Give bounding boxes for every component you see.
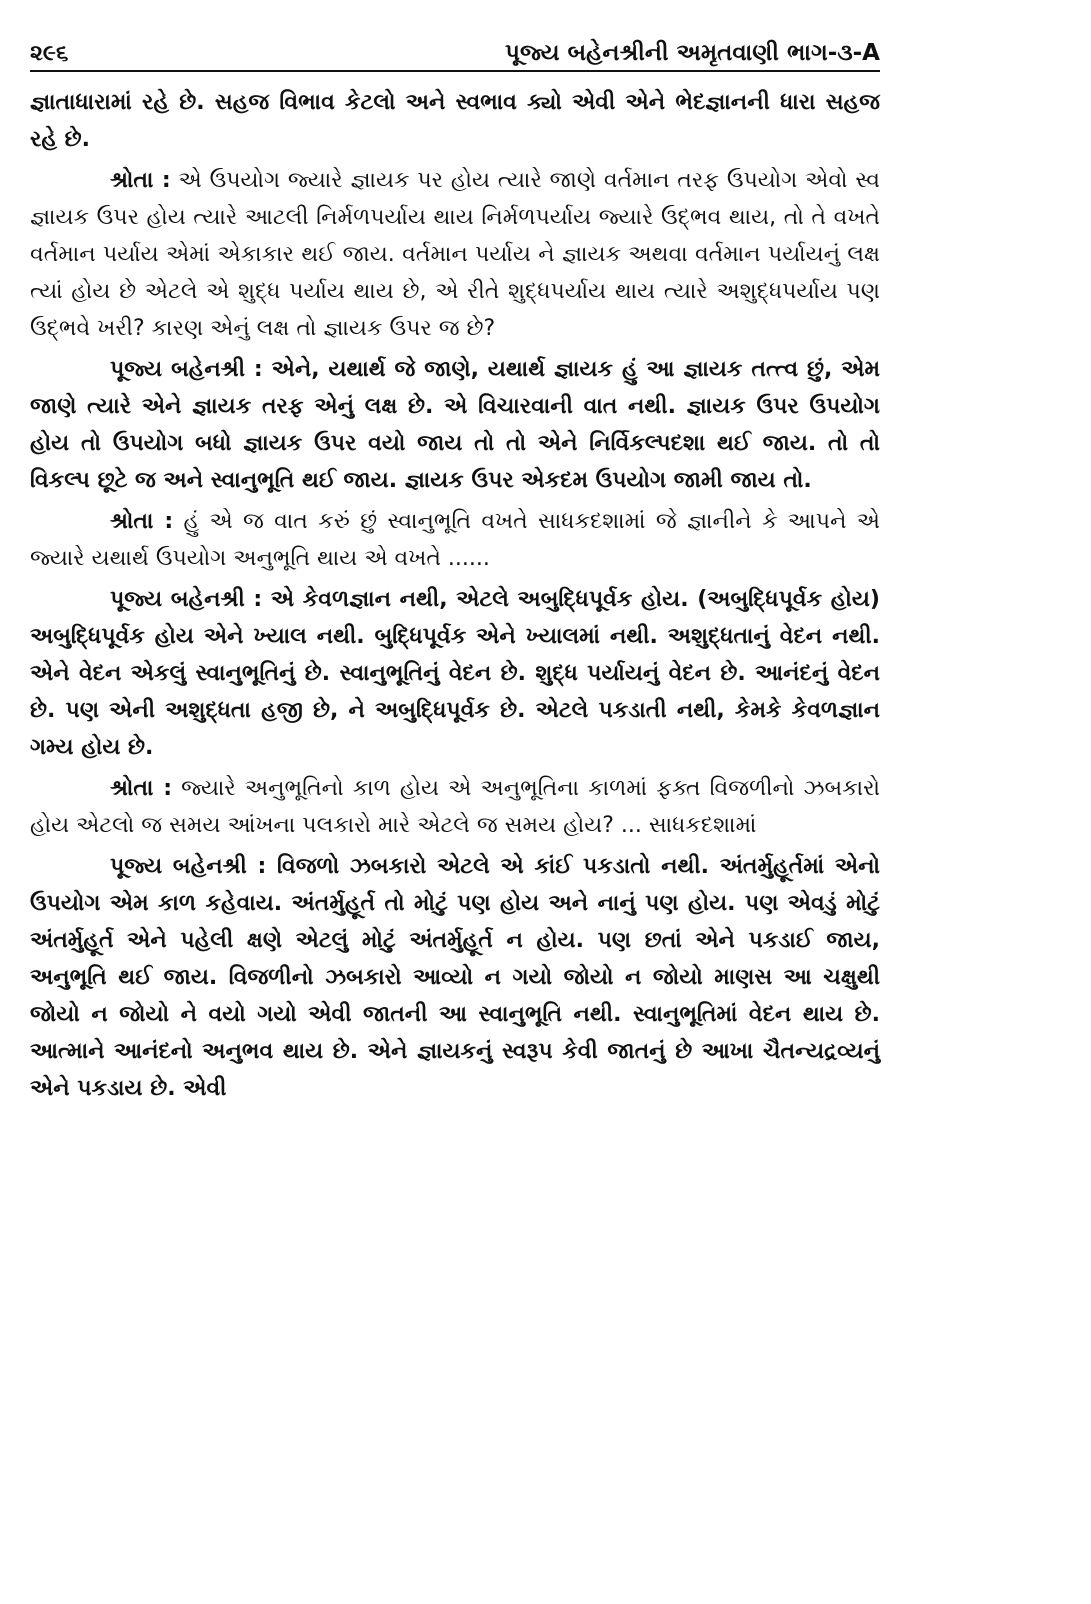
paragraph-text: હું એ જ વાત કરું છું સ્વાનુભૂતિ વખતે સાધકદશામાં જે જ્ઞાનીને કે આપને એ જ્યારે યથાર્થ ઉપયોગ અનુભૂતિ થાય એ વખતે ...... (30, 509, 880, 571)
paragraph-text: એ કેવળજ્ઞાન નથી, એટલે અબુદ્ધિપૂર્વક હોય. (અબુદ્ધિપૂર્વક હોય) અબુદ્ધિપૂર્વક હોય એને ખ્યાલ નથી. બુદ્ધિપૂર્વક એને ખ્યાલમાં નથી. અશુદ્ધતાનું વેદન નથી. એને વેદન એકલું સ્વાનુભૂતિનું છે. સ્વાનુભૂતિનું વેદન છે. શુદ્ધ પર્યાયનું વેદન છે. આનંદનું વેદન છે. પણ એની અશુદ્ધતા હજી છે, ને અબુદ્ધિપૂર્વક છે. એટલે પકડાતી નથી, કેમકે કેવળજ્ઞાન ગમ્ય હોય છે. (30, 587, 880, 760)
paragraph-listener (30, 770, 880, 844)
paragraph-continuation (30, 84, 880, 158)
paragraph-text: વિજળો ઝબકારો એટલે એ કાંઈ પકડાતો નથી. અંતર્મુહૂર્તમાં એનો ઉપયોગ એમ કાળ કહેવાય. અંતર્મુહૂર્ત તો મોટું પણ હોય અને નાનું પણ હોય. પણ એવડું મોટું અંતર્મુહૂર્ત એને પહેલી ક્ષણે એટલું મોટું અંતર્મુહૂર્ત ન હોય. પણ છતાં એને પકડાઈ જાય, અનુભૂતિ થઈ જાય. વિજળીનો ઝબકારો આવ્યો ન ગયો જોયો ન જોયો માણસ આ ચક્ષુથી જોયો ન જોયો ને વયો ગયો એવી જાતની આ સ્વાનુભૂતિ નથી. સ્વાનુભૂતિમાં વેદન થાય છે. આત્માને આનંદનો અનુભવ થાય છે. એને જ્ઞાયકનું સ્વરૂપ કેવી જાતનું છે આખા ચૈતન્યદ્રવ્યનું એને પકડાય છે. એવી (30, 854, 880, 1101)
speaker-label-listener: શ્રોતા : (110, 168, 171, 193)
paragraph-text: એને, યથાર્થ જે જાણે, યથાર્થ જ્ઞાયક હું આ જ્ઞાયક તત્ત્વ છું, એમ જાણે ત્યારે એને જ્ઞાયક તરફ એનું લક્ષ છે. એ વિચારવાની વાત નથી. જ્ઞાયક ઉપર ઉપયોગ હોય તો ઉપયોગ બધો જ્ઞાયક ઉપર વયો જાય તો તો એને નિર્વિકલ્પદશા થઈ જાય. તો તો વિકલ્પ છૂટે જ અને સ્વાનુભૂતિ થઈ જાય. જ્ઞાયક ઉપર એકદમ ઉપયોગ જામી જાય તો. (30, 357, 880, 493)
page-number: ૨૯૬ (30, 41, 69, 66)
paragraph-behenshri (30, 581, 880, 766)
speaker-label-behenshri: પૂજ્ય બહેનશ્રી : (110, 357, 263, 382)
speaker-label-listener: શ્રોતા : (110, 776, 172, 801)
paragraph-text: એ ઉપયોગ જ્યારે જ્ઞાયક પર હોય ત્યારે જાણે વર્તમાન તરફ ઉપયોગ એવો સ્વ જ્ઞાયક ઉપર હોય ત્યારે આટલી નિર્મળપર્યાય થાય નિર્મળપર્યાય જ્યારે ઉદ્ભવ થાય, તો તે વખતે વર્તમાન પર્યાય એમાં એકાકાર થઈ જાય. વર્તમાન પર્યાય ને જ્ઞાયક અથવા વર્તમાન પર્યાયનું લક્ષ ત્યાં હોય છે એટલે એ શુદ્ધ પર્યાય થાય છે, એ રીતે શુદ્ધપર્યાય થાય ત્યારે અશુદ્ધપર્યાય પણ ઉદ્ભવે ખરી? કારણ એનું લક્ષ તો જ્ઞાયક ઉપર જ છે? (30, 168, 880, 341)
paragraph-text: જ્ઞાતાધારામાં રહે છે. સહજ વિભાવ કેટલો અને સ્વભાવ ક્યો એવી એને ભેદજ્ઞાનની ધારા સહજ રહે છે. (30, 90, 880, 152)
paragraph-behenshri (30, 351, 880, 499)
running-title: પૂજ્ય બહેનશ્રીની અમૃતવાણી ભાગ-૩-A (505, 40, 880, 66)
paragraph-listener (30, 162, 880, 347)
paragraph-text: જ્યારે અનુભૂતિનો કાળ હોય એ અનુભૂતિના કાળમાં ફક્ત વિજળીનો ઝબકારો હોય એટલો જ સમય આંખના પલકારો મારે એટલે જ સમય હોય? ... સાધકદશામાં (30, 776, 880, 838)
speaker-label-behenshri: પૂજ્ય બહેનશ્રી : (110, 587, 263, 612)
speaker-label-listener: શ્રોતા : (110, 509, 174, 534)
paragraph-listener (30, 503, 880, 577)
speaker-label-behenshri: પૂજ્ય બહેનશ્રી : (110, 854, 267, 879)
paragraph-behenshri (30, 848, 880, 1107)
document-page (30, 40, 880, 1111)
page-header (30, 40, 880, 72)
